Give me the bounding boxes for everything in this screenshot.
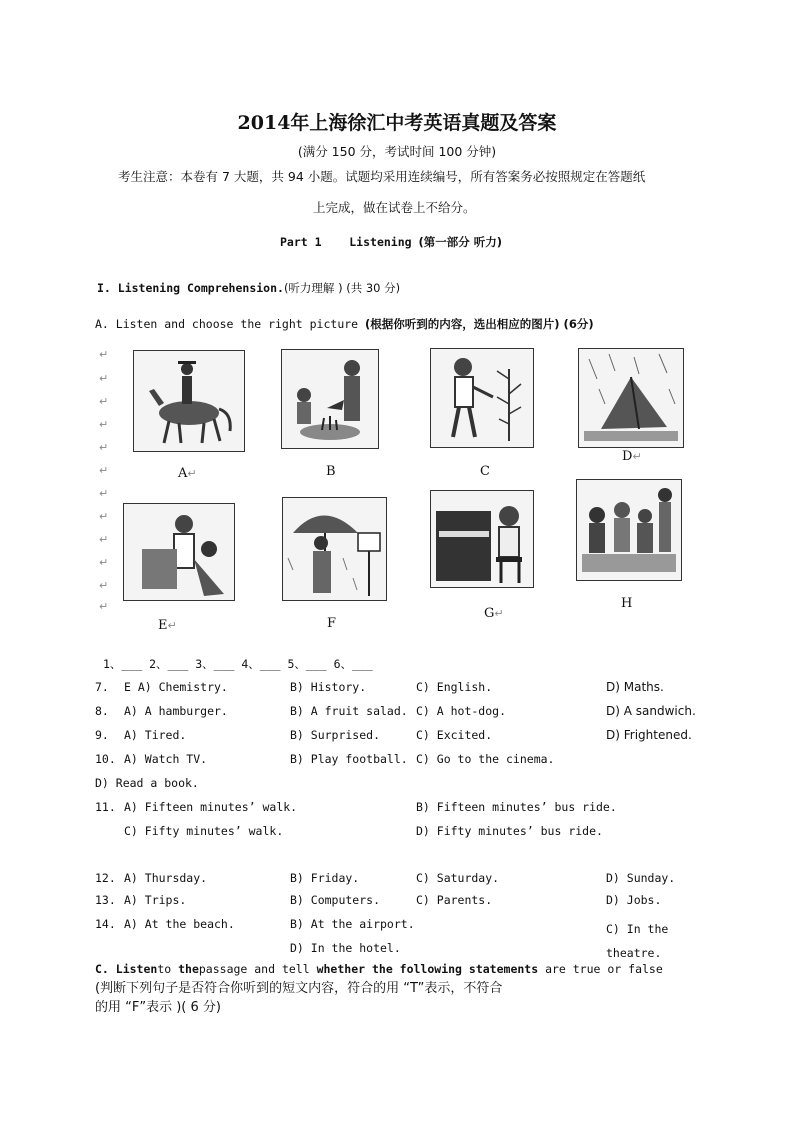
return-mark: ↵: [99, 600, 109, 613]
return-mark: ↵: [99, 487, 109, 500]
return-mark: ↵: [99, 348, 109, 361]
section-a-en: A. Listen and choose the right picture: [95, 317, 359, 331]
section-c-heading-line-3: 的用 “F”表示 )( 6 分): [95, 1000, 221, 1015]
return-mark: ↵: [99, 533, 109, 546]
section-c-heading-line-2: (判断下列句子是否符合你听到的短文内容，符合的用 “T”表示，不符合: [95, 981, 503, 996]
question-11-option-a: A) Fifteen minutes’ walk.: [124, 800, 298, 814]
question-14-option-c: C) In the theatre.: [606, 922, 669, 960]
section-c-text-c: are true or false: [538, 962, 663, 976]
question-10-option-c: C) Go to the cinema.: [416, 752, 555, 766]
question-7-option-b: B) History.: [290, 680, 367, 694]
picture-a-horse-rider: [133, 350, 245, 452]
picture-label-g: G↵: [484, 606, 504, 621]
return-mark: ↵: [99, 395, 109, 408]
question-12-option-b: B) Friday.: [290, 871, 360, 885]
part-1-en: Listening: [349, 235, 412, 249]
question-9-option-d: D) Frightened.: [606, 728, 692, 742]
section-c-text-bold-3: whether the following statements: [316, 962, 539, 976]
question-14-option-a: A) At the beach.: [124, 917, 235, 931]
question-9-option-b: B) Surprised.: [290, 728, 381, 742]
question-8-option-a: A) A hamburger.: [124, 704, 228, 718]
question-13-num: 13.: [95, 893, 116, 907]
picture-label-c: C: [480, 464, 490, 479]
answer-blanks: 1、___ 2、___ 3、___ 4、___ 5、___ 6、___: [103, 657, 373, 671]
question-12-option-a: A) Thursday.: [124, 871, 208, 885]
question-8-num: 8.: [95, 704, 109, 718]
question-13-option-d: D) Jobs.: [606, 893, 662, 907]
section-a-heading: [95, 316, 594, 332]
part-1-heading: [280, 234, 502, 250]
question-10-num: 10.: [95, 752, 116, 766]
picture-label-d: D↵: [622, 449, 642, 464]
picture-c-boy-tree: [430, 348, 534, 448]
part-1-label: Part 1: [280, 235, 322, 249]
picture-label-b: B: [326, 464, 336, 479]
question-7-option-c: C) English.: [416, 680, 493, 694]
return-mark: ↵: [99, 441, 109, 454]
question-12-option-d: D) Sunday.: [606, 871, 676, 885]
picture-d-tent-rain: [578, 348, 684, 448]
picture-b-watering-plants: [281, 349, 379, 449]
picture-f-umbrella-bus-stop: [282, 497, 387, 601]
question-7-num: 7.: [95, 680, 109, 694]
section-c-text-b: passage and tell: [198, 962, 317, 976]
return-mark: ↵: [99, 418, 109, 431]
question-11-num: 11.: [95, 800, 116, 814]
question-9-option-c: C) Excited.: [416, 728, 493, 742]
return-mark: ↵: [99, 510, 109, 523]
picture-g-piano: [430, 490, 534, 588]
section-c-text-a: to: [157, 962, 179, 976]
section-c-text-bold-2: the: [178, 962, 199, 976]
question-9-num: 9.: [95, 728, 109, 742]
question-8-option-d: D) A sandwich.: [606, 704, 696, 718]
return-mark: ↵: [99, 372, 109, 385]
question-7-option-a: E A) Chemistry.: [124, 680, 228, 694]
return-mark: ↵: [99, 464, 109, 477]
question-10-option-a: A) Watch TV.: [124, 752, 208, 766]
section-a-cn: (根据你听到的内容，选出相应的图片) (6分): [365, 317, 594, 331]
question-11-option-b: B) Fifteen minutes’ bus ride.: [416, 800, 617, 814]
question-14-option-b: B) At the airport.: [290, 917, 415, 931]
return-mark: ↵: [99, 556, 109, 569]
question-14-num: 14.: [95, 917, 116, 931]
exam-subtitle: (满分 150 分，考试时间 100 分钟): [297, 144, 497, 159]
picture-label-e: E↵: [158, 618, 177, 633]
question-12-num: 12.: [95, 871, 116, 885]
picture-label-f: F: [327, 616, 337, 631]
question-13-option-c: C) Parents.: [416, 893, 493, 907]
picture-label-a: A↵: [178, 466, 197, 481]
question-11-option-c: C) Fifty minutes’ walk.: [124, 824, 284, 838]
picture-label-h: H: [621, 596, 633, 611]
notice-line-2: 上完成，做在试卷上不给分。: [313, 200, 476, 215]
question-9-option-a: A) Tired.: [124, 728, 187, 742]
question-12-option-c: C) Saturday.: [416, 871, 500, 885]
question-14-option-d: D) In the hotel.: [290, 941, 401, 955]
question-8-option-c: C) A hot-dog.: [416, 704, 507, 718]
question-11-option-d: D) Fifty minutes’ bus ride.: [416, 824, 603, 838]
section-1-cn: (听力理解 ) (共 30 分): [283, 281, 401, 295]
question-8-option-b: B) A fruit salad.: [290, 704, 408, 718]
picture-e-dentist: [123, 503, 235, 601]
section-1-label: I. Listening Comprehension.: [97, 281, 284, 295]
question-7-option-d: D) Maths.: [606, 680, 664, 694]
section-c-heading-line-1: [95, 962, 663, 976]
question-13-option-b: B) Computers.: [290, 893, 381, 907]
question-10-option-b: B) Play football.: [290, 752, 408, 766]
page-title: 2014年上海徐汇中考英语真题及答案: [237, 112, 557, 134]
section-1-heading: [97, 280, 400, 296]
question-13-option-a: A) Trips.: [124, 893, 187, 907]
notice-line-1: 考生注意：本卷有 7 大题，共 94 小题。试题均采用连续编号，所有答案务必按照规定在答题纸: [118, 169, 646, 184]
return-mark: ↵: [99, 579, 109, 592]
part-1-cn: (第一部分 听力): [418, 235, 503, 249]
question-10-option-d: D) Read a book.: [95, 776, 199, 790]
picture-h-group-picnic: [576, 479, 682, 581]
section-c-label: C. Listen: [95, 962, 158, 976]
